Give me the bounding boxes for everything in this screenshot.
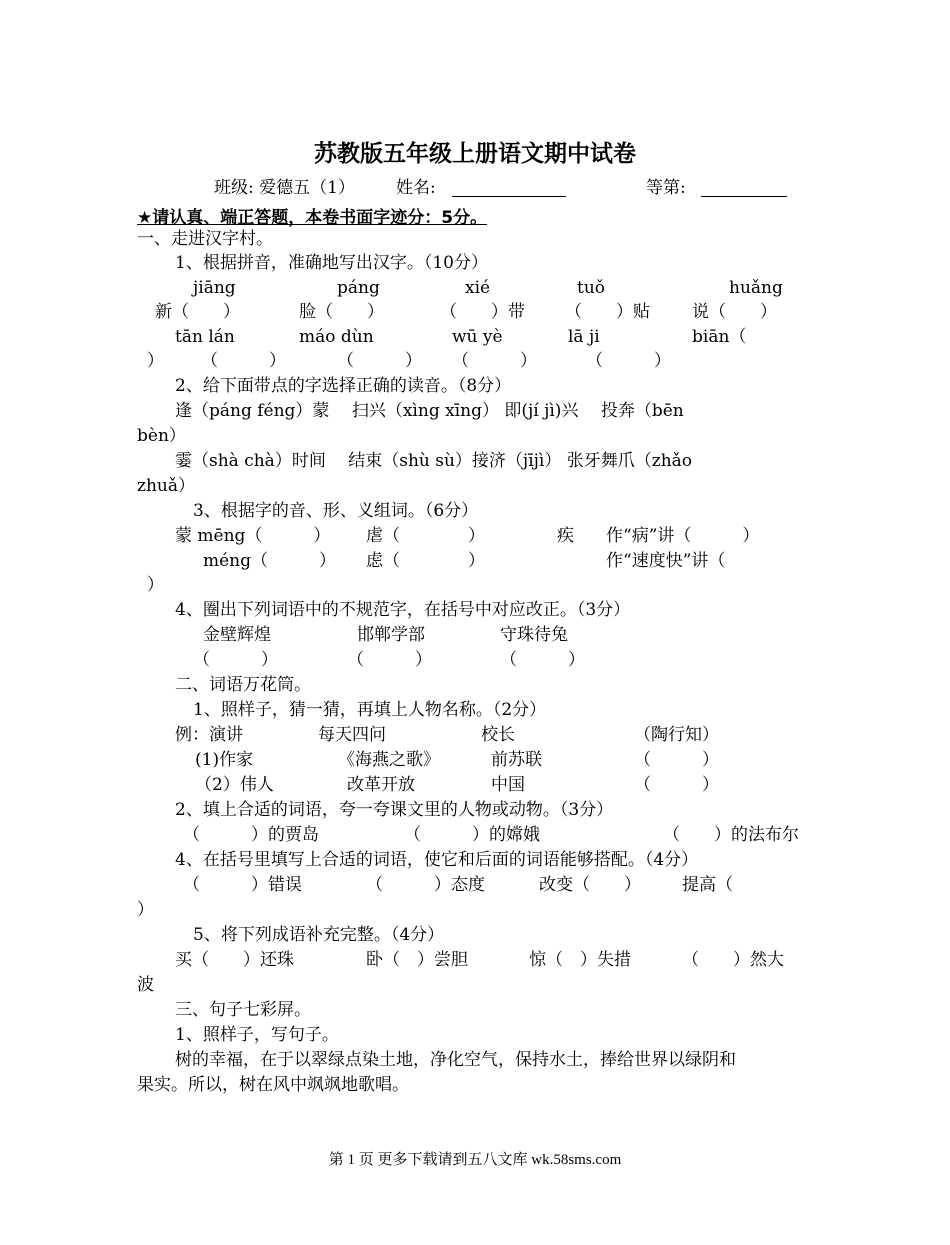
pinyin: huǎng [729, 278, 783, 298]
answer-blank[interactable]: （ ）的法布尔 [663, 825, 799, 845]
answer-blank[interactable]: （ ）错误 [183, 875, 302, 895]
question-1-2: 2、给下面带点的字选择正确的读音。（8分） [175, 376, 512, 396]
clue-item: 前苏联 [491, 750, 542, 770]
answer-blank[interactable]: （ ） [634, 775, 719, 795]
answer-blank[interactable]: （ ） [452, 351, 537, 371]
answer-blank[interactable]: 说（ ） [692, 302, 777, 322]
answer-blank[interactable]: （ ）态度 [366, 875, 485, 895]
word-item[interactable]: 金壁辉煌 [203, 625, 271, 645]
question-2-1: 1、照样子，猜一猜，再填上人物名称。（2分） [193, 700, 547, 720]
reading-line: bèn） [137, 426, 186, 446]
question-1-1: 1、根据拼音，准确地写出汉字。（10分） [175, 253, 488, 273]
word-item[interactable]: méng（ ） [203, 551, 337, 571]
answer-blank[interactable]: （ ） [193, 650, 278, 670]
answer-blank[interactable]: （ ）贴 [565, 302, 650, 322]
example-item: 校长 [481, 725, 515, 745]
answer-blank[interactable]: ） [147, 351, 164, 371]
pinyin: jiāng [193, 278, 236, 298]
question-1-3: 3、根据字的音、形、义组词。（6分） [193, 501, 479, 521]
section-3-heading: 三、句子七彩屏。 [175, 1000, 311, 1020]
pinyin: tān lán [175, 327, 235, 347]
word-item[interactable]: 作“速度快”讲（ [606, 551, 726, 571]
class-label: 班级: 爱德五（1） [214, 178, 355, 198]
reading-line: 逢（páng féng）蒙 扫兴（xìng xīng） 即(jí jì)兴 投奔（bēn [175, 401, 684, 421]
clue-item: 改革开放 [347, 775, 415, 795]
word-item: ） [147, 575, 164, 595]
answer-blank[interactable]: （ ） [586, 351, 671, 371]
answer-blank[interactable]: 改变（ ） [539, 875, 641, 895]
word-item: 疾 [557, 526, 574, 546]
idiom-item[interactable]: 买（ ）还珠 [175, 950, 294, 970]
example-sentence: 果实。所以，树在风中飒飒地歌唱。 [137, 1075, 409, 1095]
answer-blank[interactable]: （ ）的嫦娥 [404, 825, 540, 845]
answer-blank[interactable]: 提高（ [682, 875, 733, 895]
section-2-heading: 二、词语万花筒。 [175, 675, 311, 695]
word-item[interactable]: 守珠待兔 [500, 625, 568, 645]
reading-line: zhuǎ） [137, 476, 195, 496]
question-2-2: 2、填上合适的词语，夸一夸课文里的人物或动物。（3分） [175, 800, 614, 820]
page-footer: 第 1 页 更多下载请到五八文库 wk.58sms.com [328, 1152, 622, 1168]
pinyin: lā ji [568, 327, 600, 347]
idiom-item[interactable]: （ ）然大 [682, 950, 784, 970]
example-item: 例：演讲 [175, 725, 243, 745]
word-item[interactable]: 邯郸学部 [357, 625, 425, 645]
answer-blank[interactable]: （ ） [201, 351, 286, 371]
answer-blank[interactable]: （ ） [634, 750, 719, 770]
example-item: 每天四问 [318, 725, 386, 745]
question-2-5: 5、将下列成语补充完整。（4分） [193, 925, 445, 945]
grade-blank[interactable] [701, 180, 787, 197]
clue-item: 中国 [491, 775, 525, 795]
idiom-item[interactable]: 惊（ ）失措 [529, 950, 631, 970]
question-1-4: 4、圈出下列词语中的不规范字，在括号中对应改正。（3分） [175, 600, 631, 620]
answer-blank[interactable]: （ ） [500, 650, 585, 670]
answer-blank[interactable]: 新（ ） [155, 302, 240, 322]
word-item[interactable]: 虑（ ） [366, 551, 485, 571]
name-blank[interactable] [452, 180, 566, 197]
idiom-item: 波 [137, 975, 154, 995]
pinyin: máo dùn [299, 327, 374, 347]
answer-blank[interactable]: （ ） [347, 650, 432, 670]
pinyin: páng [337, 278, 380, 298]
reading-line: 霎（shà chà）时间 结束（shù sù）接济（jījì） 张牙舞爪（zhǎo [175, 451, 693, 471]
answer-blank: ） [137, 900, 154, 920]
pinyin: wū yè [452, 327, 503, 347]
example-item: （陶行知） [634, 725, 719, 745]
clue-item: (1)作家 [195, 750, 254, 770]
question-3-1: 1、照样子，写句子。 [175, 1025, 339, 1045]
answer-blank[interactable]: 脸（ ） [299, 302, 384, 322]
answer-blank[interactable]: （ ）的贾岛 [183, 825, 319, 845]
page-title: 苏教版五年级上册语文期中试卷 [314, 141, 636, 167]
question-2-4: 4、在括号里填写上合适的词语，使它和后面的词语能够搭配。（4分） [175, 850, 699, 870]
notice: ★请认真、端正答题，本卷书面字迹分：5分。 [137, 208, 488, 228]
grade-label: 等第: [646, 178, 686, 198]
pinyin: biān（ [692, 327, 747, 347]
answer-blank[interactable]: （ ） [337, 351, 422, 371]
answer-blank[interactable]: （ ）带 [440, 302, 525, 322]
idiom-item[interactable]: 卧（ ）尝胆 [366, 950, 468, 970]
clue-item: （2）伟人 [195, 775, 274, 795]
pinyin: tuǒ [577, 278, 606, 298]
word-item[interactable]: 虐（ ） [366, 526, 485, 546]
word-item[interactable]: 蒙 mēng（ ） [175, 526, 331, 546]
name-label: 姓名: [396, 178, 436, 198]
example-sentence: 树的幸福，在于以翠绿点染土地，净化空气，保持水土，捧给世界以绿阴和 [175, 1050, 736, 1070]
word-item[interactable]: 作“病”讲（ ） [606, 526, 760, 546]
clue-item: 《海燕之歌》 [338, 750, 440, 770]
section-1-heading: 一、走进汉字村。 [137, 229, 273, 249]
pinyin: xié [465, 278, 491, 298]
